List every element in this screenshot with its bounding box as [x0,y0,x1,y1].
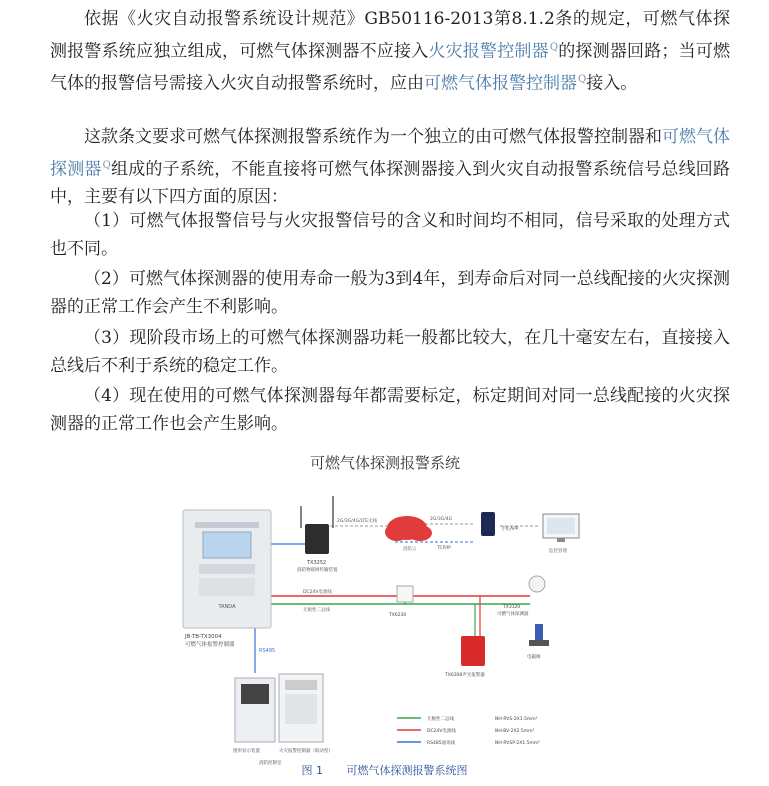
paragraph-5: （3）现阶段市场上的可燃气体探测器功耗一般都比较大，在几十毫安左右，直接接入总线后不利于系统的稳定工作。 [50,328,730,376]
text: 依据《火灾自动报警系统设计规范》GB50116-2013第8.1.2条的规定，可燃气体探测报警系统应独立组成，可燃气体探测器不应接入 [50,9,730,62]
valve-icon [535,624,543,640]
link-fire-alarm-controller[interactable]: 火灾报警控制器 [428,41,549,62]
net2-label: 2G/3G/4G [430,517,453,522]
text: 组成的子系统，不能直接将可燃气体探测器接入到火灾自动报警系统信号总线回路中，主要有以下四方面的原因： [50,159,731,207]
tx3120-sub: 可燃气体探测器 [497,612,529,617]
tx6230-label: TX6230 [389,613,407,618]
valve-label: 电磁阀 [527,655,541,660]
search-icon[interactable]: Q [102,159,111,171]
app-label: 手机APP [501,527,519,532]
legend-name: 无极性二总线 [427,717,454,722]
rs485-label: RS485 [259,648,276,654]
tx3252-label: TX3252 [307,560,327,566]
module-icon [397,586,413,602]
text: 这款条文要求可燃气体探测报警系统作为一个独立的由可燃气体报警控制器和 [84,127,662,147]
caption-number: 图 1 [301,764,323,777]
controller-screen [203,532,251,558]
caption-text: 可燃气体探测报警系统图 [346,764,468,777]
transmission-device [305,524,329,554]
phone-icon [481,512,495,536]
legend-name: RS485通讯线 [427,741,456,746]
net-label: 2G/3G/4G/LTE无线 [337,519,378,524]
brand-label: TANDA [218,604,236,610]
tx6308-label: TX6308声光报警器 [445,673,485,678]
system-diagram [175,448,595,778]
bus-label: 无极性二总线 [303,608,330,613]
cloud-icon [385,516,432,541]
monitor-label: 监控管理 [549,549,567,554]
paragraph-3: （1）可燃气体报警信号与火灾报警信号的含义和时间均不相同，信号采取的处理方式也不同。 [50,211,730,259]
room-label: 消防控制室 [259,761,282,766]
legend-spec: NH-RVS-2X1.5mm² [495,717,538,722]
search-icon[interactable]: Q [578,73,587,85]
link-gas-detector[interactable]: 可燃气体探测器 [50,127,730,180]
gas-detector-icon [529,576,545,592]
alarm-icon [461,636,485,666]
cloud-label: 消防云 [403,547,417,552]
link-gas-alarm-controller[interactable]: 可燃气体报警控制器 [424,73,577,94]
figure-caption [0,762,769,778]
controller-model: JB-TB-TX3004 [185,634,222,640]
paragraph-6: （4）现在使用的可燃气体探测器每年都需要标定，标定期间对同一总线配接的火灾探测器的正常工作也会产生影响。 [50,386,730,434]
fire-ctrl-label: 火灾报警控制器（联动型） [279,749,333,754]
paragraph-2 [50,124,730,211]
display-label: 图形显示装置 [233,749,260,754]
search-icon[interactable]: Q [549,41,559,53]
paragraph-1 [50,6,730,98]
paragraph-4: （2）可燃气体探测器的使用寿命一般为3到4年，到寿命后对同一总线配接的火灾探测器的正常工作会产生不利影响。 [50,269,730,317]
tx3120-label: TX3120 [503,605,521,610]
tx3252-sub: 消防物联网传输装置 [297,568,338,573]
legend-spec: NH-RVSP-2X1.5mm² [495,741,541,746]
legend [397,715,540,746]
text: 的探测器回路；当可燃气体的报警信号需接入火灾自动报警系统时，应由 [50,41,731,94]
legend-spec: NH-BV-2X2.5mm² [495,729,535,734]
controller-label: 可燃气体报警控制器 [185,642,235,648]
diagram-title: 可燃气体探测报警系统 [309,454,461,472]
dc24-label: DC24V电源线 [303,590,332,595]
tcpip-label: TCP/IP [437,546,451,551]
text: 接入。 [586,73,638,94]
legend-name: DC24V电源线 [427,729,456,734]
